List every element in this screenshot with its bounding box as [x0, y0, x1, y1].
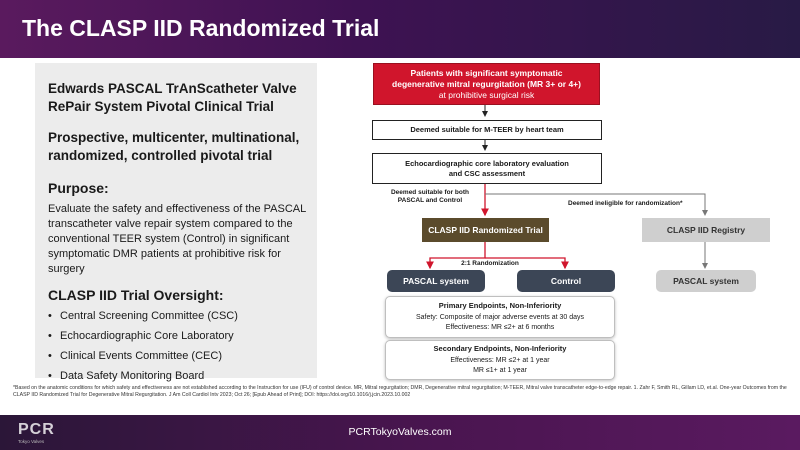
- footnote: *Based on the anatomic conditions for which safety and effectiveness are not established according to the Instruction for use (IFU) of control device. MR, Mitral regurgitation; DMR, Degenerative mitral regurgitation; M-TEER, Mitral valve transcatheter edge-to-edge repair. 1. Zahr F, Smith RL, Gillam LD, et.al. One-year Outcomes from the CLASP IID Randomized Trial for Degenerative Mitral Regurgitation. J Am Coll Cardiol Intv 2023; Oct 26; [Epub Ahead of Print]; DOI: https://doi.org/10.1016/j.jcin.2023.10.002: [13, 385, 787, 398]
- echo-evaluation-box: [372, 153, 602, 184]
- suitable-label: [380, 189, 480, 205]
- trial-design: Prospective, multicenter, multinational, randomized, controlled pivotal trial: [48, 130, 300, 163]
- footer-bar: [0, 415, 800, 450]
- primary-title: Primary Endpoints, Non-Inferiority: [438, 301, 562, 310]
- pcr-logo-sub: Tokyo Valves: [18, 439, 45, 444]
- registry-label: CLASP IID Registry: [666, 225, 746, 235]
- pcr-logo: PCR: [18, 421, 55, 438]
- oversight-item: • Data Safety Monitoring Board: [48, 366, 310, 386]
- oversight-item: • Clinical Events Committee (CEC): [48, 346, 310, 366]
- primary-endpoints-box: [385, 296, 615, 338]
- randomized-trial-label: CLASP IID Randomized Trial: [428, 225, 543, 235]
- secondary-line2: MR ≤1+ at 1 year: [473, 367, 527, 374]
- oversight-item: • Echocardiographic Core Laboratory: [48, 326, 310, 346]
- website-link[interactable]: PCRTokyoValves.com: [348, 426, 452, 438]
- trial-name-line2: RePair System Pivotal Clinical Trial: [48, 99, 274, 114]
- trial-name-line1: Edwards PASCAL TrAnScatheter Valve: [48, 81, 297, 96]
- randomized-trial-box: [422, 218, 549, 242]
- oversight-item: • Central Screening Committee (CSC): [48, 306, 310, 326]
- patient-population-box: [373, 63, 600, 105]
- suitable-line1: Deemed suitable for both: [390, 189, 469, 196]
- secondary-line1: Effectiveness: MR ≤2+ at 1 year: [450, 357, 550, 364]
- secondary-title: Secondary Endpoints, Non-Inferiority: [433, 344, 567, 353]
- primary-line1: Safety: Composite of major adverse events at 30 days: [415, 314, 585, 321]
- pascal-arm-label: PASCAL system: [403, 276, 469, 286]
- registry-pascal-box: [656, 270, 756, 292]
- purpose-text: Evaluate the safety and effectiveness of the PASCAL transcatheter valve repair system compared to the conventional TEER system (Control) in significant symptomatic DMR patients at prohibitive risk for surgery: [48, 203, 306, 275]
- control-arm-box: [517, 270, 615, 292]
- page-title: The CLASP IID Randomized Trial: [22, 15, 380, 41]
- purpose-heading: Purpose:: [48, 180, 109, 196]
- registry-box: [642, 218, 770, 242]
- registry-pascal-label: PASCAL system: [673, 276, 739, 286]
- patients-line1: Patients with significant symptomatic: [410, 67, 563, 78]
- heart-team-box: [372, 120, 602, 140]
- randomization-label: 2:1 Randomization: [461, 260, 519, 267]
- patients-line3: at prohibitive surgical risk: [438, 89, 535, 100]
- primary-line2: Effectiveness: MR ≤2+ at 6 months: [445, 324, 555, 331]
- ineligible-label: Deemed ineligible for randomization*: [568, 200, 683, 207]
- patients-line2: degenerative mitral regurgitation (MR 3+ or 4+): [392, 78, 581, 89]
- secondary-endpoints-box: [385, 340, 615, 380]
- pascal-arm-box: [387, 270, 485, 292]
- control-arm-label: Control: [550, 276, 582, 286]
- heart-team-label: Deemed suitable for M-TEER by heart team: [410, 125, 564, 134]
- oversight-heading: CLASP IID Trial Oversight:: [48, 287, 224, 303]
- echo-line1: Echocardiographic core laboratory evaluation: [405, 158, 569, 168]
- suitable-line2: PASCAL and Control: [397, 197, 463, 204]
- echo-line2: and CSC assessment: [448, 168, 526, 178]
